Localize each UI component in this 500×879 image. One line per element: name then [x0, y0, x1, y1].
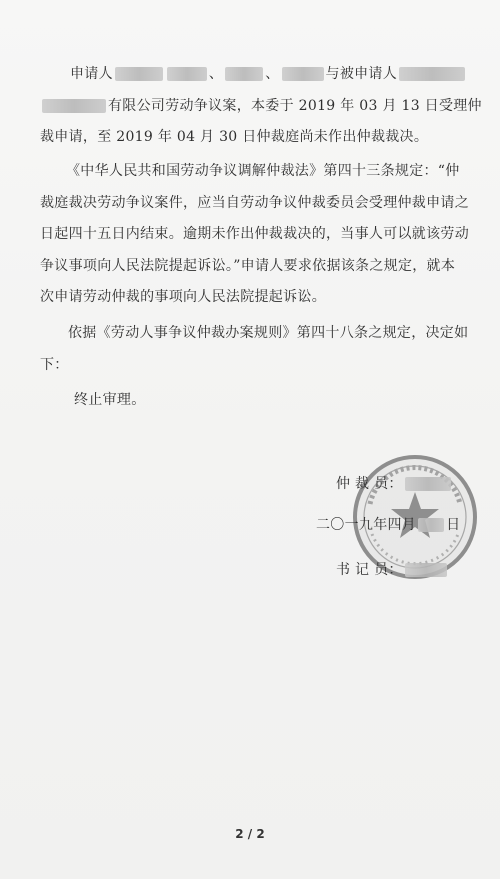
para2-line3: 日起四十五日内结束。逾期未作出仲裁裁决的，当事人可以就该劳动 — [40, 226, 469, 242]
para1-line2 — [40, 96, 482, 116]
arbitrator-row — [336, 474, 453, 494]
redacted-applicant-name — [167, 67, 207, 81]
redacted-respondent-name — [399, 67, 465, 81]
para2-line1: 《中华人民共和国劳动争议调解仲裁法》第四十三条规定：“仲 — [66, 163, 460, 179]
redacted-arbitrator-name — [405, 477, 451, 491]
redacted-clerk-name — [405, 563, 447, 577]
para1-line3: 裁申请，至 2019 年 04 月 30 日仲裁庭尚未作出仲裁裁决。 — [40, 129, 429, 145]
redacted-day — [418, 518, 444, 532]
redacted-applicant-name — [115, 67, 163, 81]
redacted-company-name — [42, 99, 106, 113]
date-suffix: 日 — [446, 517, 461, 533]
date-row — [316, 515, 460, 535]
clerk-row — [336, 560, 449, 580]
para2-line2: 裁庭裁决劳动争议案件，应当自劳动争议仲裁委员会受理仲裁申请之 — [40, 195, 469, 211]
para2-line5: 次申请劳动仲裁的事项向人民法院提起诉讼。 — [40, 289, 326, 305]
para1-text: 有限公司劳动争议案，本委于 2019 年 03 月 13 日受理仲 — [108, 98, 482, 114]
para3-line1: 依据《劳动人事争议仲裁办案规则》第四十八条之规定，决定如 — [68, 325, 469, 341]
para2-line4: 争议事项向人民法院提起诉讼。”申请人要求依据该条之规定，就本 — [40, 258, 456, 274]
separator: 、 — [265, 66, 280, 82]
page-number: 2 / 2 — [235, 827, 265, 841]
date-prefix: 二〇一九年四月 — [316, 517, 417, 533]
para3-line2: 下： — [40, 357, 69, 373]
applicant-prefix: 申请人 — [70, 66, 113, 82]
para1-line1 — [70, 64, 467, 84]
separator: 、 — [208, 66, 224, 82]
arbitrator-label: 仲 裁 员： — [336, 476, 403, 492]
decision-text: 终止审理。 — [74, 392, 146, 408]
clerk-label: 书 记 员： — [336, 562, 403, 578]
redacted-applicant-name — [282, 67, 324, 81]
redacted-applicant-name — [225, 67, 263, 81]
respondent-prefix: 与被申请人 — [325, 66, 398, 82]
